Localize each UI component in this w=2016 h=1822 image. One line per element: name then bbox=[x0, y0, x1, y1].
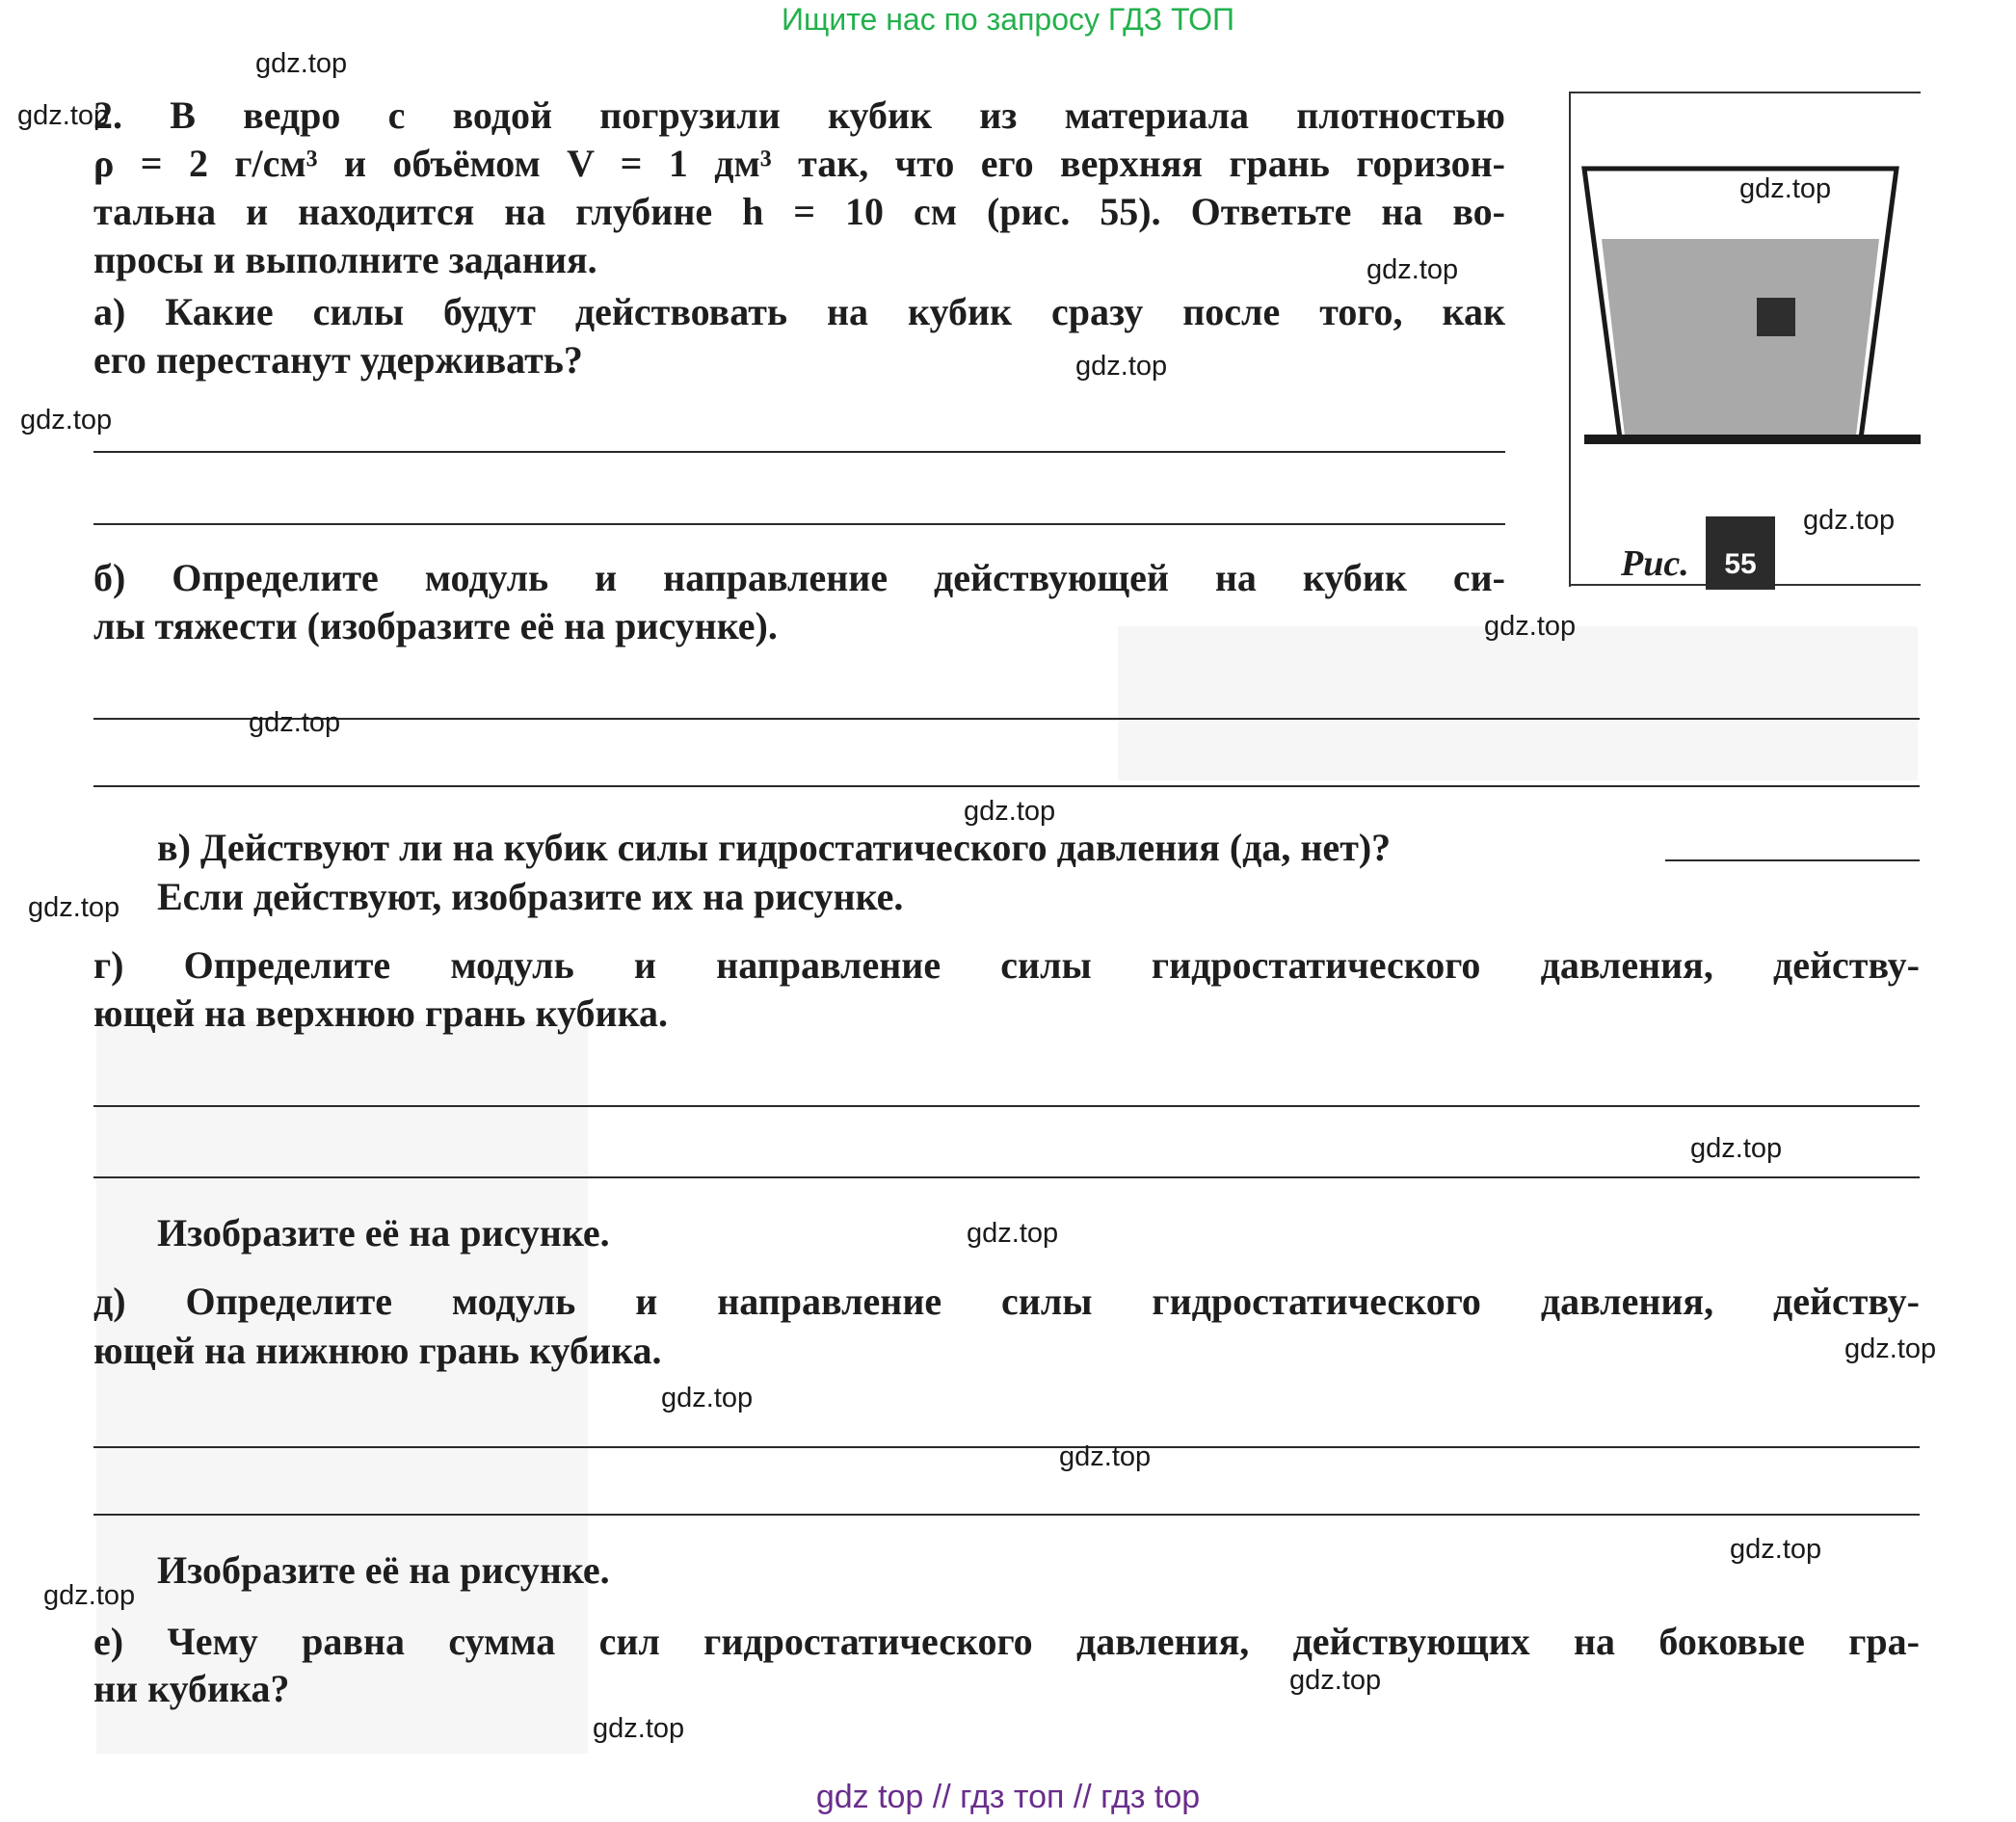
question-a-line: его перестанут удерживать? bbox=[93, 338, 583, 382]
watermark: gdz.top bbox=[43, 1580, 136, 1611]
watermark: gdz.top bbox=[967, 1218, 1059, 1249]
answer-line[interactable] bbox=[93, 1446, 1920, 1448]
question-d-line: д) Определите модуль и направление силы гидростатического давления, действу- bbox=[93, 1280, 1920, 1323]
watermark: gdz.top bbox=[1803, 505, 1896, 536]
search-banner[interactable]: Ищите нас по запросу ГДЗ ТОП bbox=[0, 0, 2016, 40]
watermark: gdz.top bbox=[249, 707, 341, 738]
question-v-line: Если действуют, изобразите их на рисунке. bbox=[157, 875, 904, 918]
task-intro-line: тальна и находится на глубине h = 10 см (рис. 55). Ответьте на во- bbox=[93, 190, 1505, 233]
draw-instruction: Изобразите её на рисунке. bbox=[157, 1548, 610, 1592]
watermark: gdz.top bbox=[1366, 254, 1459, 285]
question-v-line: в) Действуют ли на кубик силы гидростатического давления (да, нет)? bbox=[157, 826, 1392, 869]
watermark: gdz.top bbox=[661, 1383, 754, 1413]
task-intro-line: 2. В ведро с водой погрузили кубик из материала плотностью bbox=[93, 93, 1505, 137]
figure-caption: Рис. bbox=[1621, 543, 1689, 584]
answer-line[interactable] bbox=[93, 785, 1920, 787]
watermark: gdz.top bbox=[1484, 611, 1577, 642]
draw-instruction: Изобразите её на рисунке. bbox=[157, 1211, 610, 1254]
answer-line[interactable] bbox=[93, 1105, 1920, 1107]
watermark: gdz.top bbox=[593, 1713, 685, 1744]
question-e-line: е) Чему равна сумма сил гидростатического давления, действующих на боковые гра- bbox=[93, 1620, 1920, 1663]
watermark: gdz.top bbox=[1844, 1333, 1937, 1364]
watermark: gdz.top bbox=[1289, 1665, 1382, 1696]
figure-number-badge: 55 bbox=[1706, 516, 1775, 590]
table-surface bbox=[1584, 435, 1921, 444]
answer-line[interactable] bbox=[93, 1176, 1920, 1178]
water-fill bbox=[1602, 239, 1879, 436]
question-g-line: г) Определите модуль и направление силы гидростатического давления, действу- bbox=[93, 943, 1920, 987]
question-e-line: ни кубика? bbox=[93, 1667, 290, 1710]
site-footer-banner[interactable]: gdz top // гдз топ // гдз top bbox=[0, 1773, 2016, 1822]
watermark: gdz.top bbox=[28, 892, 120, 923]
question-b-line: б) Определите модуль и направление действующей на кубик си- bbox=[93, 556, 1505, 599]
watermark: gdz.top bbox=[1739, 173, 1832, 204]
task-intro-line: просы и выполните задания. bbox=[93, 238, 597, 281]
watermark: gdz.top bbox=[255, 48, 348, 79]
question-a-line: а) Какие силы будут действовать на кубик сразу после того, как bbox=[93, 290, 1505, 333]
bucket-figure bbox=[1569, 92, 1921, 496]
cube bbox=[1757, 298, 1795, 336]
question-b-line: лы тяжести (изобразите её на рисунке). bbox=[93, 604, 778, 647]
watermark: gdz.top bbox=[17, 100, 110, 131]
watermark: gdz.top bbox=[964, 796, 1056, 827]
answer-line[interactable] bbox=[93, 523, 1505, 525]
watermark: gdz.top bbox=[1690, 1133, 1783, 1164]
watermark: gdz.top bbox=[1059, 1441, 1152, 1472]
watermark: gdz.top bbox=[20, 405, 113, 436]
answer-line[interactable] bbox=[93, 451, 1505, 453]
answer-blank-yes-no[interactable] bbox=[1665, 859, 1920, 861]
question-d-line: ющей на нижнюю грань кубика. bbox=[93, 1329, 662, 1372]
task-intro-line: ρ = 2 г/см³ и объёмом V = 1 дм³ так, что его верхняя грань горизон- bbox=[93, 142, 1505, 185]
answer-line[interactable] bbox=[93, 1514, 1920, 1516]
watermark: gdz.top bbox=[1075, 351, 1168, 382]
question-g-line: ющей на верхнюю грань кубика. bbox=[93, 991, 669, 1035]
answer-line[interactable] bbox=[93, 718, 1920, 720]
watermark: gdz.top bbox=[1730, 1534, 1822, 1565]
